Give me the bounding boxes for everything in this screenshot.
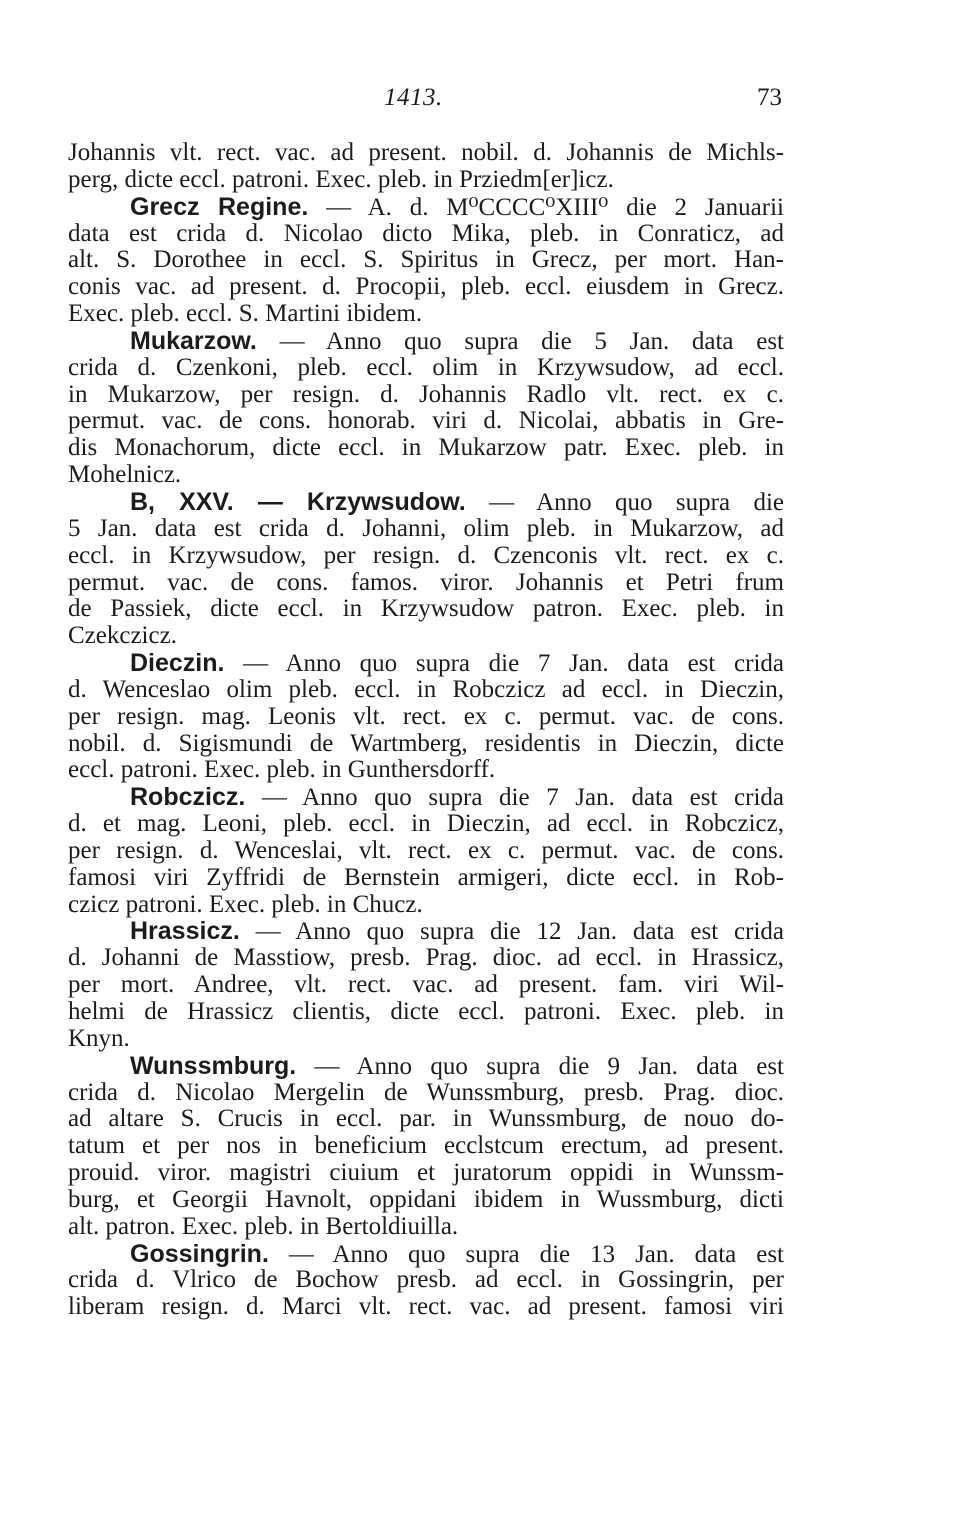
- line-text: Mohelnicz.: [68, 461, 182, 489]
- text-line: [68, 918, 784, 945]
- line-text: de Passiek, dicte eccl. in Krzywsudow patron. Exec. pleb. in: [68, 595, 784, 623]
- text-line: [68, 1241, 784, 1268]
- text-line: [68, 1026, 784, 1053]
- text-line: [68, 999, 784, 1026]
- line-text: Exec. pleb. eccl. S. Martini ibidem.: [68, 300, 423, 328]
- text-line: [68, 274, 784, 301]
- text-line: [68, 355, 784, 382]
- line-text: czicz patroni. Exec. pleb. in Chucz.: [68, 890, 423, 918]
- entry-place-name: Dieczin.: [130, 649, 225, 678]
- text-line: [68, 972, 784, 999]
- text-line: [68, 543, 784, 570]
- line-text: data est crida d. Nicolao dicto Mika, pleb. in Conraticz, ad: [68, 219, 784, 247]
- entry-place-name: Hrassicz.: [130, 917, 240, 946]
- text-line: [68, 811, 784, 838]
- text-line: [68, 516, 784, 543]
- text-line: [68, 1133, 784, 1160]
- line-text: in Mukarzow, per resign. d. Johannis Radlo vlt. rect. ex c.: [68, 380, 784, 408]
- body-text: [68, 140, 784, 1321]
- text-line: [68, 838, 784, 865]
- line-text: tatum et per nos in beneficium ecclstcum erectum, ad present.: [68, 1132, 784, 1160]
- line-text: — Anno quo supra die 7 Jan. data est crida: [245, 784, 784, 812]
- line-text: crida d. Nicolao Mergelin de Wunssmburg, presb. Prag. dioc.: [68, 1078, 784, 1106]
- text-line: [68, 408, 784, 435]
- text-line: [68, 704, 784, 731]
- text-line: [68, 301, 784, 328]
- text-line: [68, 731, 784, 758]
- entry-place-name: Grecz Regine.: [130, 192, 309, 221]
- line-text: perg, dicte eccl. patroni. Exec. pleb. in Prziedm[er]icz.: [68, 165, 614, 193]
- text-line: [68, 1187, 784, 1214]
- text-line: [68, 570, 784, 597]
- line-text: — Anno quo supra die 13 Jan. data est: [268, 1240, 784, 1268]
- text-line: [68, 221, 784, 248]
- text-line: [68, 194, 784, 221]
- text-line: [68, 650, 784, 677]
- text-line: [68, 1080, 784, 1107]
- text-line: [68, 382, 784, 409]
- line-text: — A. d. M⁰CCCC⁰XIII⁰ die 2 Januarii: [308, 193, 784, 221]
- line-text: permut. vac. de cons. famos. viror. Johannis et Petri frum: [68, 568, 784, 596]
- line-text: ad altare S. Crucis in eccl. par. in Wunssmburg, de nouo do-: [68, 1105, 784, 1133]
- text-line: [68, 167, 784, 194]
- text-line: [68, 328, 784, 355]
- text-line: [68, 1267, 784, 1294]
- entry-place-name: B, XXV. — Krzywsudow.: [130, 487, 466, 516]
- text-line: [68, 140, 784, 167]
- line-text: — Anno quo supra die 7 Jan. data est crida: [224, 650, 784, 678]
- line-text: prouid. viror. magistri ciuium et juratorum oppidi in Wunssm-: [68, 1159, 784, 1187]
- entry-place-name: Wunssmburg.: [130, 1051, 297, 1080]
- line-text: famosi viri Zyffridi de Bernstein armigeri, dicte eccl. in Rob-: [68, 863, 784, 891]
- text-line: [68, 1294, 784, 1321]
- text-line: [68, 435, 784, 462]
- text-line: [68, 623, 784, 650]
- line-text: Johannis vlt. rect. vac. ad present. nobil. d. Johannis de Michls-: [68, 139, 784, 166]
- line-text: per resign. d. Wenceslai, vlt. rect. ex c. permut. vac. de cons.: [68, 836, 784, 864]
- line-text: eccl. in Krzywsudow, per resign. d. Czenconis vlt. rect. ex c.: [68, 541, 784, 569]
- line-text: helmi de Hrassicz clientis, dicte eccl. patroni. Exec. pleb. in: [68, 998, 784, 1025]
- line-text: — Anno quo supra die 9 Jan. data est: [296, 1052, 784, 1080]
- line-text: liberam resign. d. Marci vlt. rect. vac. ad present. famosi viri: [68, 1293, 784, 1321]
- text-line: [68, 1214, 784, 1241]
- entry-place-name: Robczicz.: [130, 783, 246, 812]
- text-line: [68, 247, 784, 274]
- line-text: alt. S. Dorothee in eccl. S. Spiritus in Grecz, per mort. Han-: [68, 246, 784, 274]
- entry-place-name: Gossingrin.: [130, 1239, 269, 1268]
- line-text: per mort. Andree, vlt. rect. vac. ad present. fam. viri Wil-: [68, 971, 784, 999]
- text-line: [68, 757, 784, 784]
- text-line: [68, 462, 784, 489]
- text-line: [68, 1106, 784, 1133]
- text-line: [68, 892, 784, 919]
- line-text: d. Johanni de Masstiow, presb. Prag. dioc. ad eccl. in Hrassicz,: [68, 944, 784, 972]
- line-text: d. et mag. Leoni, pleb. eccl. in Dieczin, ad eccl. in Robczicz,: [68, 810, 784, 838]
- line-text: dis Monachorum, dicte eccl. in Mukarzow patr. Exec. pleb. in: [68, 434, 784, 462]
- line-text: burg, et Georgii Havnolt, oppidani ibidem in Wussmburg, dicti: [68, 1185, 784, 1213]
- line-text: crida d. Czenkoni, pleb. eccl. olim in Krzywsudow, ad eccl.: [68, 353, 784, 381]
- line-text: permut. vac. de cons. honorab. viri d. Nicolai, abbatis in Gre-: [68, 407, 784, 435]
- line-text: Czekczicz.: [68, 622, 177, 650]
- entry-place-name: Mukarzow.: [130, 326, 257, 355]
- line-text: — Anno quo supra die 5 Jan. data est: [256, 327, 784, 355]
- text-line: [68, 489, 784, 516]
- line-text: per resign. mag. Leonis vlt. rect. ex c. permut. vac. de cons.: [68, 702, 784, 730]
- line-text: — Anno quo supra die 12 Jan. data est crida: [239, 918, 784, 946]
- text-line: [68, 1053, 784, 1080]
- line-text: d. Wenceslao olim pleb. eccl. in Robczicz ad eccl. in Dieczin,: [68, 675, 784, 703]
- line-text: 5 Jan. data est crida d. Johanni, olim pleb. in Mukarzow, ad: [68, 514, 784, 542]
- text-line: [68, 784, 784, 811]
- running-header: [68, 84, 784, 124]
- line-text: Knyn.: [68, 1024, 130, 1052]
- text-line: [68, 945, 784, 972]
- line-text: — Anno quo supra die: [465, 488, 784, 516]
- line-text: alt. patron. Exec. pleb. in Bertoldiuilla.: [68, 1212, 459, 1240]
- text-line: [68, 865, 784, 892]
- text-line: [68, 596, 784, 623]
- line-text: nobil. d. Sigismundi de Wartmberg, residentis in Dieczin, dicte: [68, 729, 784, 757]
- line-text: conis vac. ad present. d. Procopii, pleb. eccl. eiusdem in Grecz.: [68, 273, 784, 301]
- page-number: 73: [757, 84, 782, 111]
- line-text: eccl. patroni. Exec. pleb. in Gunthersdorff.: [68, 756, 496, 784]
- text-line: [68, 677, 784, 704]
- page-year: 1413.: [384, 84, 443, 111]
- text-line: [68, 1160, 784, 1187]
- line-text: crida d. Vlrico de Bochow presb. ad eccl. in Gossingrin, per: [68, 1266, 784, 1294]
